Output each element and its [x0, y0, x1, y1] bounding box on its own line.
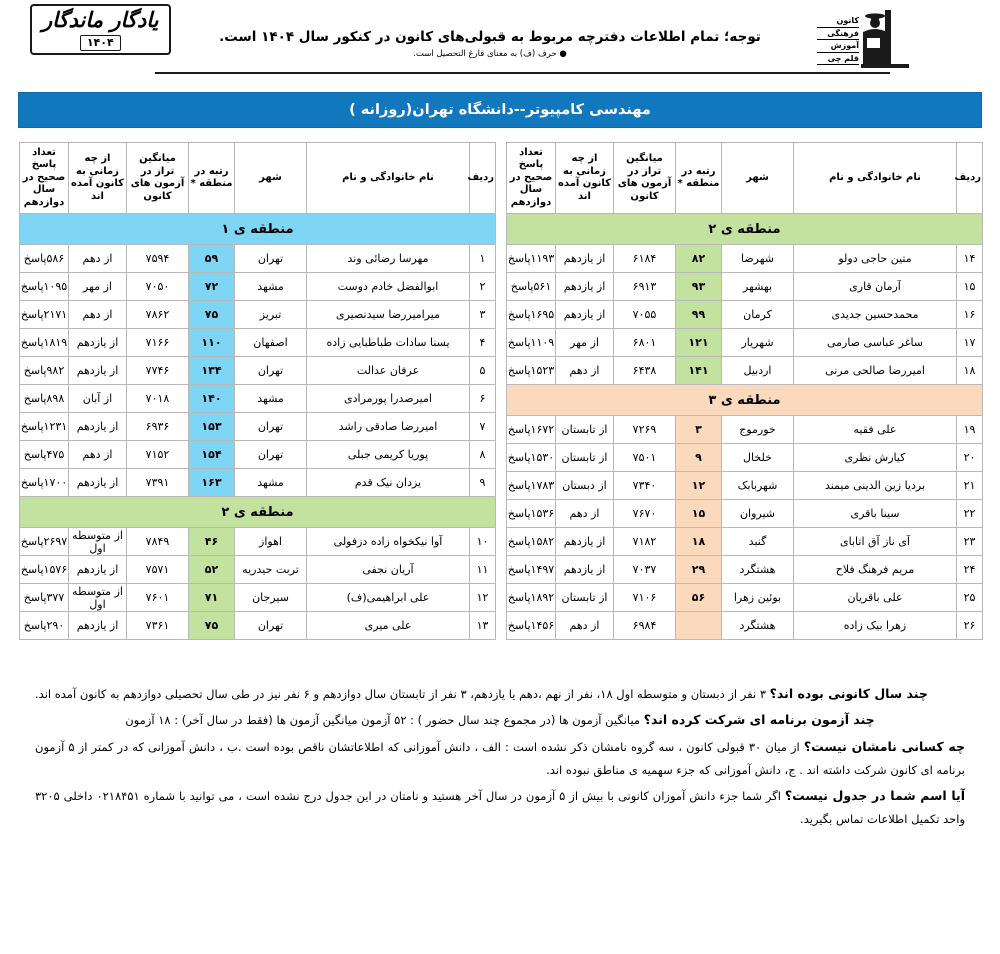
- cell-average: ۷۳۴۰: [614, 472, 676, 500]
- cell-name: علی میری: [307, 612, 470, 640]
- brand-stamp: [30, 4, 171, 55]
- col-header-since: از چه زمانی به کانون آمده اند: [556, 143, 614, 214]
- cell-name: ابوالفضل خادم دوست: [307, 273, 470, 301]
- cell-rank: ۸۲: [676, 245, 722, 273]
- cell-since: از دهم: [69, 441, 127, 469]
- cell-index: ۱۹: [957, 416, 983, 444]
- col-header-average: میانگین تراز در آزمون های کانون: [127, 143, 189, 214]
- table-row: [20, 469, 496, 497]
- cell-city: اصفهان: [235, 329, 307, 357]
- cell-average: ۷۰۱۸: [127, 385, 189, 413]
- cell-city: خورموج: [722, 416, 794, 444]
- cell-name: کیارش نظری: [794, 444, 957, 472]
- cell-since: از یازدهم: [556, 528, 614, 556]
- cell-city: شهربابک: [722, 472, 794, 500]
- cell-city: تهران: [235, 357, 307, 385]
- cell-rank: ۵۲: [189, 556, 235, 584]
- table-row: [20, 584, 496, 612]
- cell-index: ۱۶: [957, 301, 983, 329]
- table-row: [20, 245, 496, 273]
- logo-word-1: کانون: [817, 16, 859, 28]
- cell-since: از تابستان: [556, 444, 614, 472]
- cell-average: ۶۱۸۴: [614, 245, 676, 273]
- cell-name: امیررضا صالحی مرنی: [794, 357, 957, 385]
- table-header-row: [507, 143, 983, 214]
- page-title: مهندسی کامپیوتر--دانشگاه تهران(روزانه ): [18, 92, 982, 128]
- cell-city: مشهد: [235, 469, 307, 497]
- cell-rank: ۱۱۰: [189, 329, 235, 357]
- cell-average: ۷۰۵۰: [127, 273, 189, 301]
- cell-name: آریان نجفی: [307, 556, 470, 584]
- cell-since: از یازدهم: [69, 469, 127, 497]
- cell-city: مشهد: [235, 273, 307, 301]
- cell-rank: ۹: [676, 444, 722, 472]
- table-row: [507, 500, 983, 528]
- footer-notes: [35, 682, 965, 830]
- cell-answers: ۱۵۳۶پاسخ: [507, 500, 556, 528]
- graduate-figure-icon: [855, 6, 911, 72]
- cell-average: ۶۹۸۴: [614, 612, 676, 640]
- cell-index: ۱۷: [957, 329, 983, 357]
- cell-index: ۴: [470, 329, 496, 357]
- cell-since: از یازدهم: [69, 556, 127, 584]
- cell-rank: ۱۶۳: [189, 469, 235, 497]
- cell-index: ۷: [470, 413, 496, 441]
- region-header-row: [507, 214, 983, 245]
- footer-note-years-question: چند سال کانونی بوده اند؟: [769, 686, 928, 701]
- cell-answers: ۱۴۵۶پاسخ: [507, 612, 556, 640]
- table-row: [507, 528, 983, 556]
- cell-rank: ۷۵: [189, 612, 235, 640]
- cell-since: از یازدهم: [556, 556, 614, 584]
- cell-rank: ۷۲: [189, 273, 235, 301]
- cell-index: ۲۰: [957, 444, 983, 472]
- rank-table-right: [19, 142, 496, 640]
- cell-since: از متوسطه اول: [69, 584, 127, 612]
- footer-note-exams-body: میانگین آزمون ها (در مجموع چند سال حضور ) : ۵۲ آزمون میانگین آزمون ها (فقط در سال آخر) : ۱۸ آزمون: [125, 713, 641, 728]
- cell-index: ۱۸: [957, 357, 983, 385]
- cell-index: ۱: [470, 245, 496, 273]
- cell-name: امیررضا صادقی راشد: [307, 413, 470, 441]
- cell-city: تبریز: [235, 301, 307, 329]
- footer-note-contact: [35, 784, 965, 831]
- cell-answers: ۲۶۹۷پاسخ: [20, 528, 69, 556]
- cell-answers: ۵۸۶پاسخ: [20, 245, 69, 273]
- cell-since: از دهم: [556, 612, 614, 640]
- cell-name: یزدان نیک قدم: [307, 469, 470, 497]
- table-row: [20, 329, 496, 357]
- cell-average: ۷۳۶۱: [127, 612, 189, 640]
- cell-answers: ۱۷۰۰پاسخ: [20, 469, 69, 497]
- rank-table-right-body: [20, 214, 496, 640]
- cell-index: ۲۲: [957, 500, 983, 528]
- cell-since: از یازدهم: [69, 357, 127, 385]
- table-row: [20, 301, 496, 329]
- cell-city: کرمان: [722, 301, 794, 329]
- col-header-name: نام خانوادگی و نام: [307, 143, 470, 214]
- cell-average: ۷۰۳۷: [614, 556, 676, 584]
- cell-name: علی فقیه: [794, 416, 957, 444]
- table-row: [507, 472, 983, 500]
- table-header-row: [20, 143, 496, 214]
- cell-rank: ۹۳: [676, 273, 722, 301]
- footer-note-missing-question: چه کسانی نامشان نیست؟: [803, 738, 966, 754]
- cell-rank: ۷۵: [189, 301, 235, 329]
- cell-average: ۶۹۱۳: [614, 273, 676, 301]
- cell-answers: ۱۵۸۲پاسخ: [507, 528, 556, 556]
- cell-answers: ۱۰۹۵پاسخ: [20, 273, 69, 301]
- cell-index: ۲۴: [957, 556, 983, 584]
- cell-average: ۷۸۶۲: [127, 301, 189, 329]
- cell-since: از متوسطه اول: [69, 528, 127, 556]
- cell-city: شیروان: [722, 500, 794, 528]
- col-header-city: شهر: [722, 143, 794, 214]
- table-row: [507, 584, 983, 612]
- cell-index: ۳: [470, 301, 496, 329]
- notice-main-text: توجه؛ تمام اطلاعات دفترچه مربوط به قبولی‌های کانون در کنکور سال ۱۴۰۴ است.: [219, 29, 761, 45]
- cell-name: مهرسا رضائی وند: [307, 245, 470, 273]
- col-header-answers: تعداد پاسخ صحیح در سال دوازدهم: [20, 143, 69, 214]
- col-header-rank: رتبه در منطقه *: [189, 143, 235, 214]
- cell-rank: ۱۲۱: [676, 329, 722, 357]
- cell-since: از یازدهم: [556, 245, 614, 273]
- table-row: [507, 245, 983, 273]
- table-row: [20, 413, 496, 441]
- rank-table-left: [506, 142, 983, 640]
- footer-note-exams-question: چند آزمون برنامه ای شرکت کرده اند؟: [643, 712, 875, 728]
- cell-since: از تابستان: [556, 416, 614, 444]
- cell-answers: ۳۷۷پاسخ: [20, 584, 69, 612]
- cell-city: تهران: [235, 245, 307, 273]
- col-header-answers: تعداد پاسخ صحیح در سال دوازدهم: [507, 143, 556, 214]
- cell-city: بوئین زهرا: [722, 584, 794, 612]
- cell-since: از یازدهم: [69, 612, 127, 640]
- region-label: منطقه ی ۲: [20, 497, 496, 528]
- cell-since: از دهم: [69, 245, 127, 273]
- cell-answers: ۱۸۹۲پاسخ: [507, 584, 556, 612]
- cell-answers: ۱۴۹۷پاسخ: [507, 556, 556, 584]
- cell-name: یسنا سادات طباطبایی زاده: [307, 329, 470, 357]
- cell-average: ۷۶۷۰: [614, 500, 676, 528]
- footer-note-contact-body: اگر شما جزء دانش آموزان کانونی با بیش از ۵ آزمون در سال آخر هستید و نامتان در این جدول درج نشده است ، می توانید با شماره ۰۲۱۸۴۵۱ داخلی ۳۲۰۵ واحد تکمیل اطلاعات تماس بگیرید.: [35, 788, 965, 826]
- cell-city: شهرضا: [722, 245, 794, 273]
- table-row: [20, 385, 496, 413]
- cell-index: ۲۵: [957, 584, 983, 612]
- region-header-row: [20, 497, 496, 528]
- col-header-city: شهر: [235, 143, 307, 214]
- cell-average: ۶۴۳۸: [614, 357, 676, 385]
- cell-index: ۲۶: [957, 612, 983, 640]
- table-row: [507, 273, 983, 301]
- cell-index: ۲: [470, 273, 496, 301]
- cell-rank: ۴۶: [189, 528, 235, 556]
- cell-city: هشتگرد: [722, 556, 794, 584]
- cell-index: ۹: [470, 469, 496, 497]
- cell-average: ۷۷۴۶: [127, 357, 189, 385]
- brand-year: ۱۴۰۴: [80, 35, 121, 51]
- col-header-index: ردیف: [957, 143, 983, 214]
- cell-average: ۷۵۹۴: [127, 245, 189, 273]
- cell-average: ۷۳۹۱: [127, 469, 189, 497]
- cell-answers: ۱۵۷۶پاسخ: [20, 556, 69, 584]
- cell-rank: ۱۴۰: [189, 385, 235, 413]
- table-row: [20, 612, 496, 640]
- cell-city: تربت حیدریه: [235, 556, 307, 584]
- cell-index: ۲۱: [957, 472, 983, 500]
- table-row: [507, 444, 983, 472]
- region-label: منطقه ی ۳: [507, 385, 983, 416]
- cell-average: ۷۱۰۶: [614, 584, 676, 612]
- page-header: [0, 0, 1000, 88]
- cell-since: از مهر: [69, 273, 127, 301]
- col-header-index: ردیف: [470, 143, 496, 214]
- header-divider: [155, 72, 890, 74]
- cell-index: ۱۴: [957, 245, 983, 273]
- col-header-rank: رتبه در منطقه *: [676, 143, 722, 214]
- cell-name: آوا نیکخواه زاده دزفولی: [307, 528, 470, 556]
- cell-rank: ۷۱: [189, 584, 235, 612]
- cell-index: ۶: [470, 385, 496, 413]
- cell-index: ۱۲: [470, 584, 496, 612]
- cell-name: میرامیررضا سیدنصیری: [307, 301, 470, 329]
- cell-rank: ۱۸: [676, 528, 722, 556]
- cell-average: ۷۵۷۱: [127, 556, 189, 584]
- cell-since: از یازدهم: [69, 329, 127, 357]
- cell-index: ۵: [470, 357, 496, 385]
- cell-city: مشهد: [235, 385, 307, 413]
- cell-index: ۲۳: [957, 528, 983, 556]
- cell-rank: ۹۹: [676, 301, 722, 329]
- cell-rank: ۵۹: [189, 245, 235, 273]
- cell-name: آرمان قاری: [794, 273, 957, 301]
- cell-city: شهریار: [722, 329, 794, 357]
- cell-rank: ۵۶: [676, 584, 722, 612]
- cell-name: ساغر عباسی صارمی: [794, 329, 957, 357]
- table-row: [507, 556, 983, 584]
- col-header-since: از چه زمانی به کانون آمده اند: [69, 143, 127, 214]
- cell-since: از دهم: [556, 357, 614, 385]
- cell-answers: ۸۹۸پاسخ: [20, 385, 69, 413]
- region-header-row: [507, 385, 983, 416]
- cell-answers: ۱۱۹۳پاسخ: [507, 245, 556, 273]
- region-header-row: [20, 214, 496, 245]
- table-row: [507, 612, 983, 640]
- tables-container: [19, 142, 981, 640]
- cell-name: امیرصدرا پورمرادی: [307, 385, 470, 413]
- cell-city: سیرجان: [235, 584, 307, 612]
- brand-logo: [30, 4, 180, 76]
- cell-average: ۶۸۰۱: [614, 329, 676, 357]
- footer-note-exams: [35, 708, 965, 732]
- cell-since: از یازدهم: [556, 273, 614, 301]
- brand-title: یادگار ماندگار: [42, 8, 159, 32]
- table-row: [20, 556, 496, 584]
- cell-rank: ۱۲: [676, 472, 722, 500]
- cell-since: از یازدهم: [69, 413, 127, 441]
- cell-index: ۱۰: [470, 528, 496, 556]
- cell-answers: ۱۷۸۳پاسخ: [507, 472, 556, 500]
- cell-index: ۸: [470, 441, 496, 469]
- cell-average: ۷۵۰۱: [614, 444, 676, 472]
- footer-note-years: [35, 682, 965, 706]
- cell-average: ۷۱۵۲: [127, 441, 189, 469]
- cell-index: ۱۵: [957, 273, 983, 301]
- table-row: [20, 528, 496, 556]
- footer-note-contact-question: آیا اسم شما در جدول نیست؟: [784, 787, 965, 803]
- cell-average: ۶۹۳۶: [127, 413, 189, 441]
- cell-city: تهران: [235, 413, 307, 441]
- footer-note-missing: [35, 735, 965, 782]
- cell-city: اردبیل: [722, 357, 794, 385]
- cell-city: هشتگرد: [722, 612, 794, 640]
- region-label: منطقه ی ۱: [20, 214, 496, 245]
- table-row: [507, 357, 983, 385]
- cell-average: ۷۲۶۹: [614, 416, 676, 444]
- cell-since: از مهر: [556, 329, 614, 357]
- cell-index: ۱۳: [470, 612, 496, 640]
- cell-rank: ۲۹: [676, 556, 722, 584]
- cell-rank: ۱۵۴: [189, 441, 235, 469]
- cell-answers: ۱۵۳۰پاسخ: [507, 444, 556, 472]
- table-row: [20, 273, 496, 301]
- cell-answers: ۱۲۳۱پاسخ: [20, 413, 69, 441]
- col-header-average: میانگین تراز در آزمون های کانون: [614, 143, 676, 214]
- cell-answers: ۲۱۷۱پاسخ: [20, 301, 69, 329]
- cell-city: خلخال: [722, 444, 794, 472]
- cell-answers: ۴۷۵پاسخ: [20, 441, 69, 469]
- cell-name: محمدحسین جدیدی: [794, 301, 957, 329]
- cell-average: ۷۰۵۵: [614, 301, 676, 329]
- table-row: [507, 416, 983, 444]
- cell-average: ۷۱۸۲: [614, 528, 676, 556]
- cell-answers: ۱۵۲۳پاسخ: [507, 357, 556, 385]
- cell-name: سینا باقری: [794, 500, 957, 528]
- cell-rank: ۱۵۳: [189, 413, 235, 441]
- cell-name: پوریا کریمی جبلی: [307, 441, 470, 469]
- table-row: [20, 441, 496, 469]
- cell-since: از دهم: [556, 500, 614, 528]
- table-row: [507, 301, 983, 329]
- cell-name: آی ناز آق اتابای: [794, 528, 957, 556]
- cell-since: از آبان: [69, 385, 127, 413]
- cell-name: علی باقریان: [794, 584, 957, 612]
- cell-city: تهران: [235, 441, 307, 469]
- cell-city: اهواز: [235, 528, 307, 556]
- cell-since: از یازدهم: [556, 301, 614, 329]
- col-header-name: نام خانوادگی و نام: [794, 143, 957, 214]
- cell-answers: ۱۱۰۹پاسخ: [507, 329, 556, 357]
- cell-answers: ۲۹۰پاسخ: [20, 612, 69, 640]
- logo-word-2: فرهنگی: [817, 29, 859, 41]
- cell-city: تهران: [235, 612, 307, 640]
- cell-index: ۱۱: [470, 556, 496, 584]
- cell-average: ۷۱۶۶: [127, 329, 189, 357]
- cell-name: مریم فرهنگ فلاح: [794, 556, 957, 584]
- cell-name: متین حاجی دولو: [794, 245, 957, 273]
- cell-answers: ۱۸۱۹پاسخ: [20, 329, 69, 357]
- cell-since: از دهم: [69, 301, 127, 329]
- kanoon-logo: [815, 6, 911, 72]
- cell-rank: ۱۴۱: [676, 357, 722, 385]
- cell-name: بردیا زین الدینی میمند: [794, 472, 957, 500]
- cell-name: علی ابراهیمی(ف): [307, 584, 470, 612]
- cell-rank: [676, 612, 722, 640]
- cell-since: از دبستان: [556, 472, 614, 500]
- cell-answers: ۱۶۷۲پاسخ: [507, 416, 556, 444]
- cell-city: گنبد: [722, 528, 794, 556]
- notice-sub-text: ● حرف (ف) به معنای فارغ التحصیل است.: [413, 48, 567, 59]
- table-row: [507, 329, 983, 357]
- cell-answers: ۱۶۹۵پاسخ: [507, 301, 556, 329]
- cell-average: ۷۸۴۹: [127, 528, 189, 556]
- cell-city: بهشهر: [722, 273, 794, 301]
- cell-name: عرفان عدالت: [307, 357, 470, 385]
- logo-word-3: آموزش: [817, 41, 859, 53]
- cell-answers: ۹۸۲پاسخ: [20, 357, 69, 385]
- header-notice: [170, 28, 810, 60]
- footer-note-missing-body: از میان ۳۰ قبولی کانون ، سه گروه نامشان ذکر نشده است : الف ، دانش آموزانی که اطلاعاتشان ناقص بوده است .ب ، دانش آموزانی که در کمتر از ۵ آزمون برنامه ای کانون شرکت داشته اند . ج، دانش آموزانی که جزء سهمیه ی مناطق نبوده اند.: [35, 739, 965, 778]
- cell-answers: ۵۶۱پاسخ: [507, 273, 556, 301]
- logo-word-4: قلم چی: [817, 54, 859, 66]
- cell-rank: ۳: [676, 416, 722, 444]
- cell-since: از تابستان: [556, 584, 614, 612]
- region-label: منطقه ی ۲: [507, 214, 983, 245]
- cell-average: ۷۶۰۱: [127, 584, 189, 612]
- kanoon-logo-words: [817, 16, 859, 65]
- cell-rank: ۱۵: [676, 500, 722, 528]
- rank-table-left-body: [507, 214, 983, 640]
- table-row: [20, 357, 496, 385]
- cell-name: زهرا بیک زاده: [794, 612, 957, 640]
- cell-rank: ۱۳۴: [189, 357, 235, 385]
- footer-note-years-body: ۳ نفر از دبستان و متوسطه اول ۱۸، نفر از نهم ،دهم یا یازدهم، ۳ نفر از تابستان سال دوازدهم و ۶ نفر نیز در طی سال تحصیلی دوازدهم به کانون آمده اند.: [35, 687, 766, 701]
